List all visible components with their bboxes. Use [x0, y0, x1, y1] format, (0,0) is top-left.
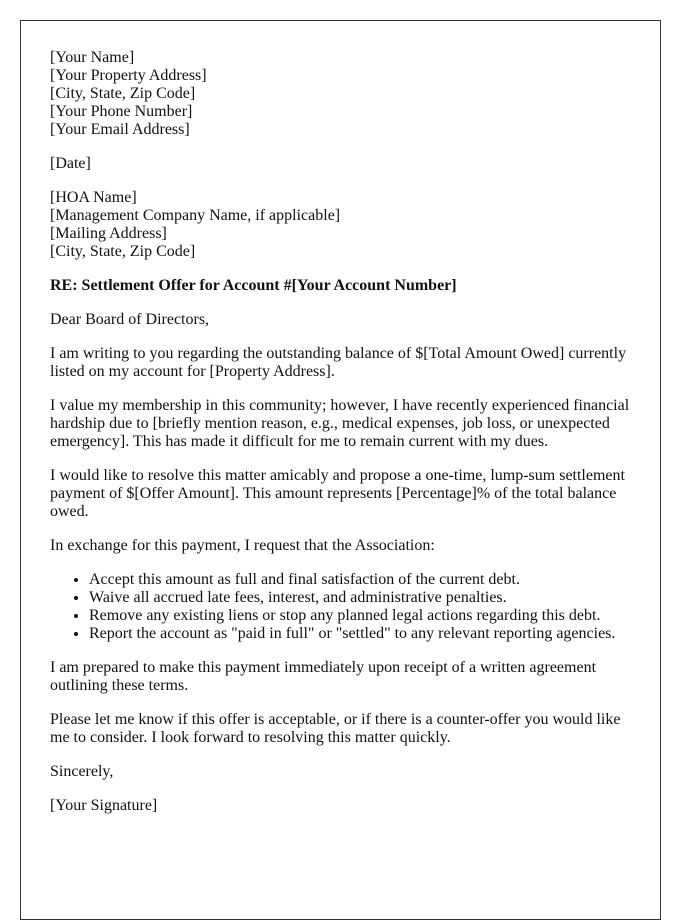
sender-name: [Your Name]	[50, 49, 135, 66]
sender-address-block	[50, 49, 630, 139]
recipient-address-block	[50, 189, 630, 261]
body-paragraph-balance: I am writing to you regarding the outstanding balance of $[Total Amount Owed] currently listed on my account for [Property Address].	[50, 345, 627, 380]
sender-city-state-zip: [City, State, Zip Code]	[50, 85, 196, 102]
sender-property-address: [Your Property Address]	[50, 67, 207, 84]
recipient-hoa-name: [HOA Name]	[50, 189, 137, 206]
body-paragraph-counter-offer: Please let me know if this offer is acceptable, or if there is a counter-offer you would like me to consider. I look forward to resolving this matter quickly.	[50, 711, 621, 746]
recipient-mailing-address: [Mailing Address]	[50, 225, 167, 242]
subject-line: RE: Settlement Offer for Account #[Your Account Number]	[50, 277, 457, 294]
sender-email: [Your Email Address]	[50, 121, 190, 138]
recipient-city-state-zip: [City, State, Zip Code]	[50, 243, 196, 260]
body-paragraph-offer: I would like to resolve this matter amicably and propose a one-time, lump-sum settlement payment of $[Offer Amount]. This amount represents [Percentage]% of the total balance owed.	[50, 467, 625, 520]
request-item: • Waive all accrued late fees, interest, and administrative penalties.	[89, 589, 630, 607]
body-paragraph-request-intro: In exchange for this payment, I request that the Association:	[50, 537, 435, 554]
recipient-management-company: [Management Company Name, if applicable]	[50, 207, 341, 224]
body-paragraph-hardship: I value my membership in this community; however, I have recently experienced financial hardship due to [briefly mention reason, e.g., medical expenses, job loss, or unexpected emergency]. This has made it difficult for me to remain current with my dues.	[50, 397, 630, 450]
body-paragraph-payment-readiness: I am prepared to make this payment immediately upon receipt of a written agreement outlining these terms.	[50, 659, 597, 694]
sender-phone: [Your Phone Number]	[50, 103, 193, 120]
closing: Sincerely,	[50, 763, 114, 780]
request-item: • Accept this amount as full and final satisfaction of the current debt.	[89, 571, 630, 589]
request-item: • Remove any existing liens or stop any planned legal actions regarding this debt.	[89, 607, 630, 625]
letter-page	[20, 20, 661, 920]
request-list	[50, 571, 630, 643]
request-item: • Report the account as "paid in full" or "settled" to any relevant reporting agencies.	[89, 625, 630, 643]
signature-placeholder: [Your Signature]	[50, 797, 158, 814]
salutation: Dear Board of Directors,	[50, 311, 210, 328]
letter-date: [Date]	[50, 155, 91, 172]
